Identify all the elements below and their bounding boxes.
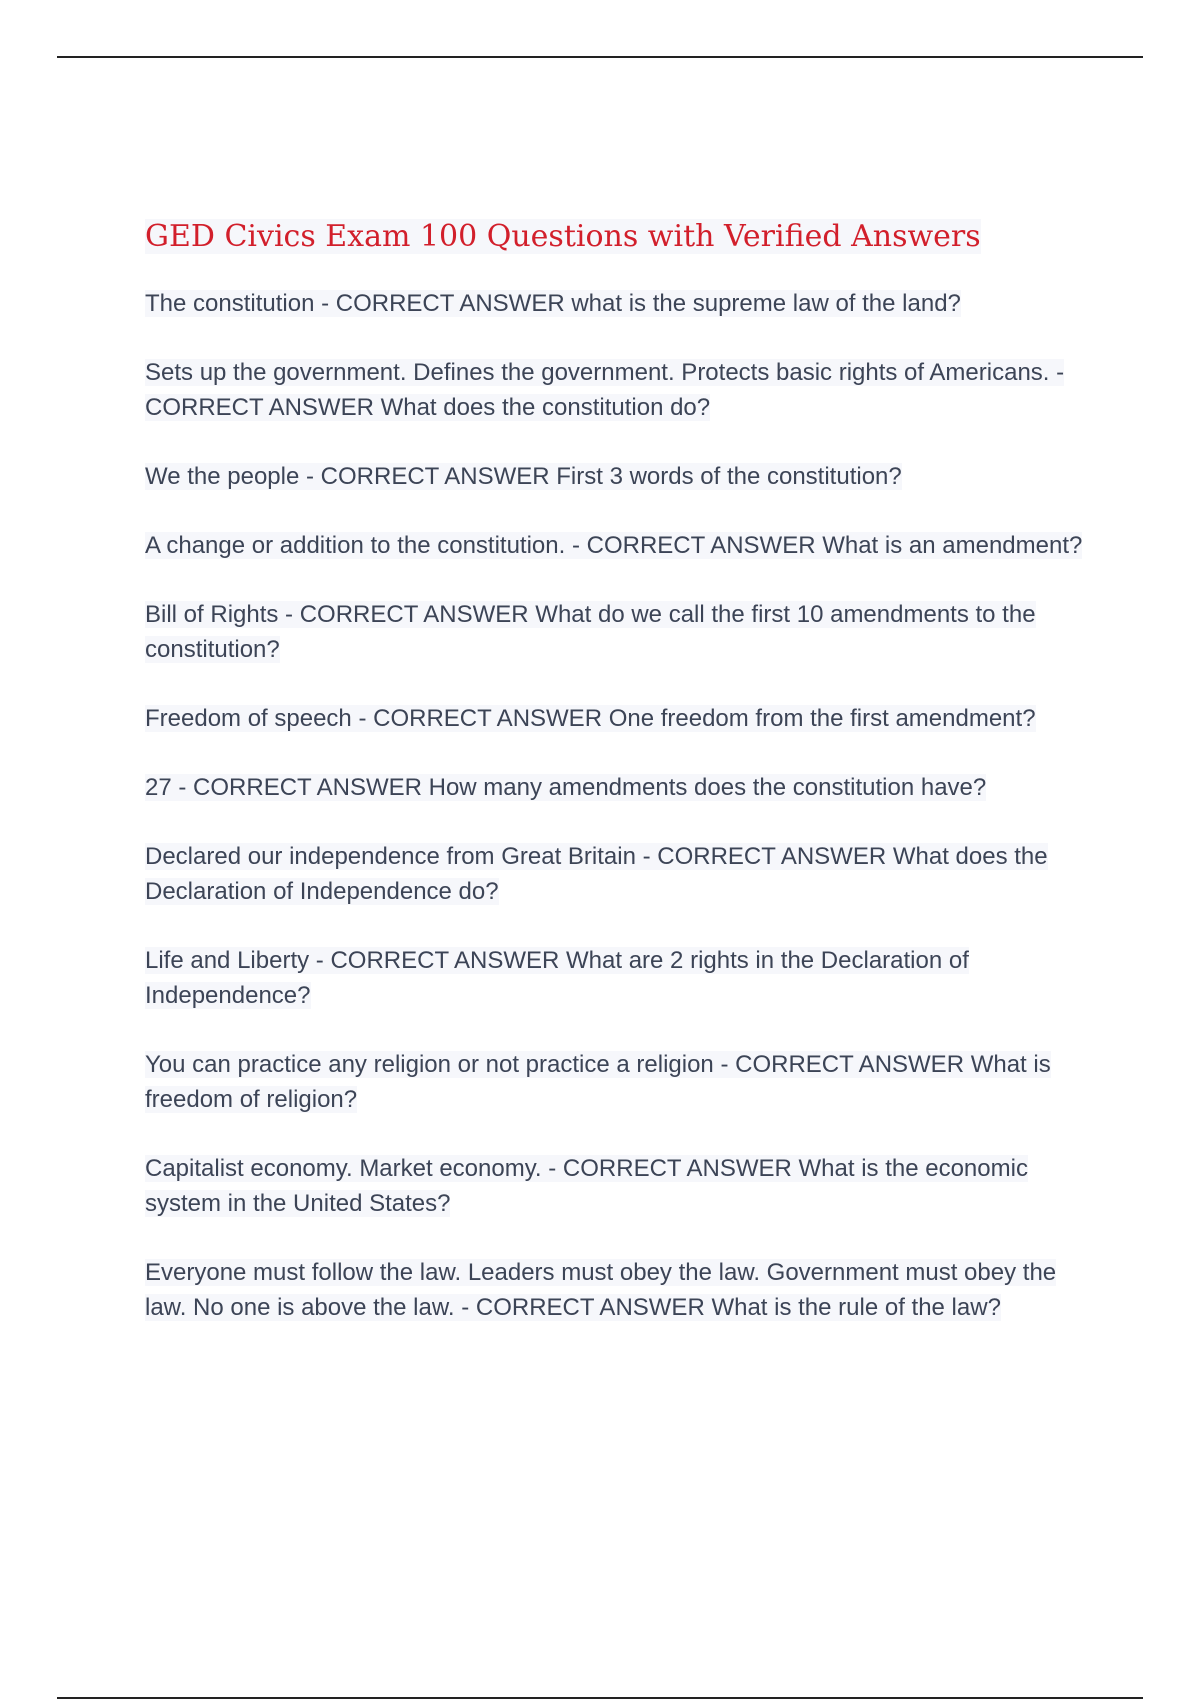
qa-item	[145, 770, 1085, 805]
header-rule	[57, 56, 1143, 58]
qa-item	[145, 701, 1085, 736]
qa-item-text: A change or addition to the constitution. - CORRECT ANSWER What is an amendment?	[145, 532, 1083, 559]
qa-item-text: 27 - CORRECT ANSWER How many amendments does the constitution have?	[145, 774, 987, 801]
qa-item-text: Bill of Rights - CORRECT ANSWER What do we call the first 10 amendments to the constitution?	[145, 601, 1036, 663]
qa-item-text: Capitalist economy. Market economy. - CORRECT ANSWER What is the economic system in the United States?	[145, 1155, 1028, 1217]
qa-item-text: Everyone must follow the law. Leaders must obey the law. Government must obey the law. No one is above the law. - CORRECT ANSWER What is the rule of the law?	[145, 1259, 1057, 1321]
qa-item	[145, 355, 1085, 425]
footer-rule	[57, 1697, 1143, 1699]
qa-item	[145, 597, 1085, 667]
qa-item	[145, 528, 1085, 563]
qa-list	[145, 286, 1085, 1325]
qa-item	[145, 1151, 1085, 1221]
document-body	[145, 212, 1085, 1359]
qa-item-text: We the people - CORRECT ANSWER First 3 words of the constitution?	[145, 463, 902, 490]
qa-item	[145, 839, 1085, 909]
document-title-text: GED Civics Exam 100 Questions with Verified Answers	[145, 219, 981, 254]
qa-item	[145, 459, 1085, 494]
qa-item	[145, 1047, 1085, 1117]
qa-item	[145, 1255, 1085, 1325]
document-title	[145, 212, 1085, 262]
qa-item-text: You can practice any religion or not practice a religion - CORRECT ANSWER What is freedom of religion?	[145, 1051, 1051, 1113]
qa-item-text: Life and Liberty - CORRECT ANSWER What are 2 rights in the Declaration of Independence?	[145, 947, 969, 1009]
qa-item-text: The constitution - CORRECT ANSWER what is the supreme law of the land?	[145, 290, 961, 317]
qa-item	[145, 943, 1085, 1013]
qa-item-text: Sets up the government. Defines the government. Protects basic rights of Americans. - CORRECT ANSWER What does the constitution do?	[145, 359, 1065, 421]
qa-item	[145, 286, 1085, 321]
qa-item-text: Declared our independence from Great Britain - CORRECT ANSWER What does the Declaration of Independence do?	[145, 843, 1048, 905]
qa-item-text: Freedom of speech - CORRECT ANSWER One freedom from the first amendment?	[145, 705, 1036, 732]
